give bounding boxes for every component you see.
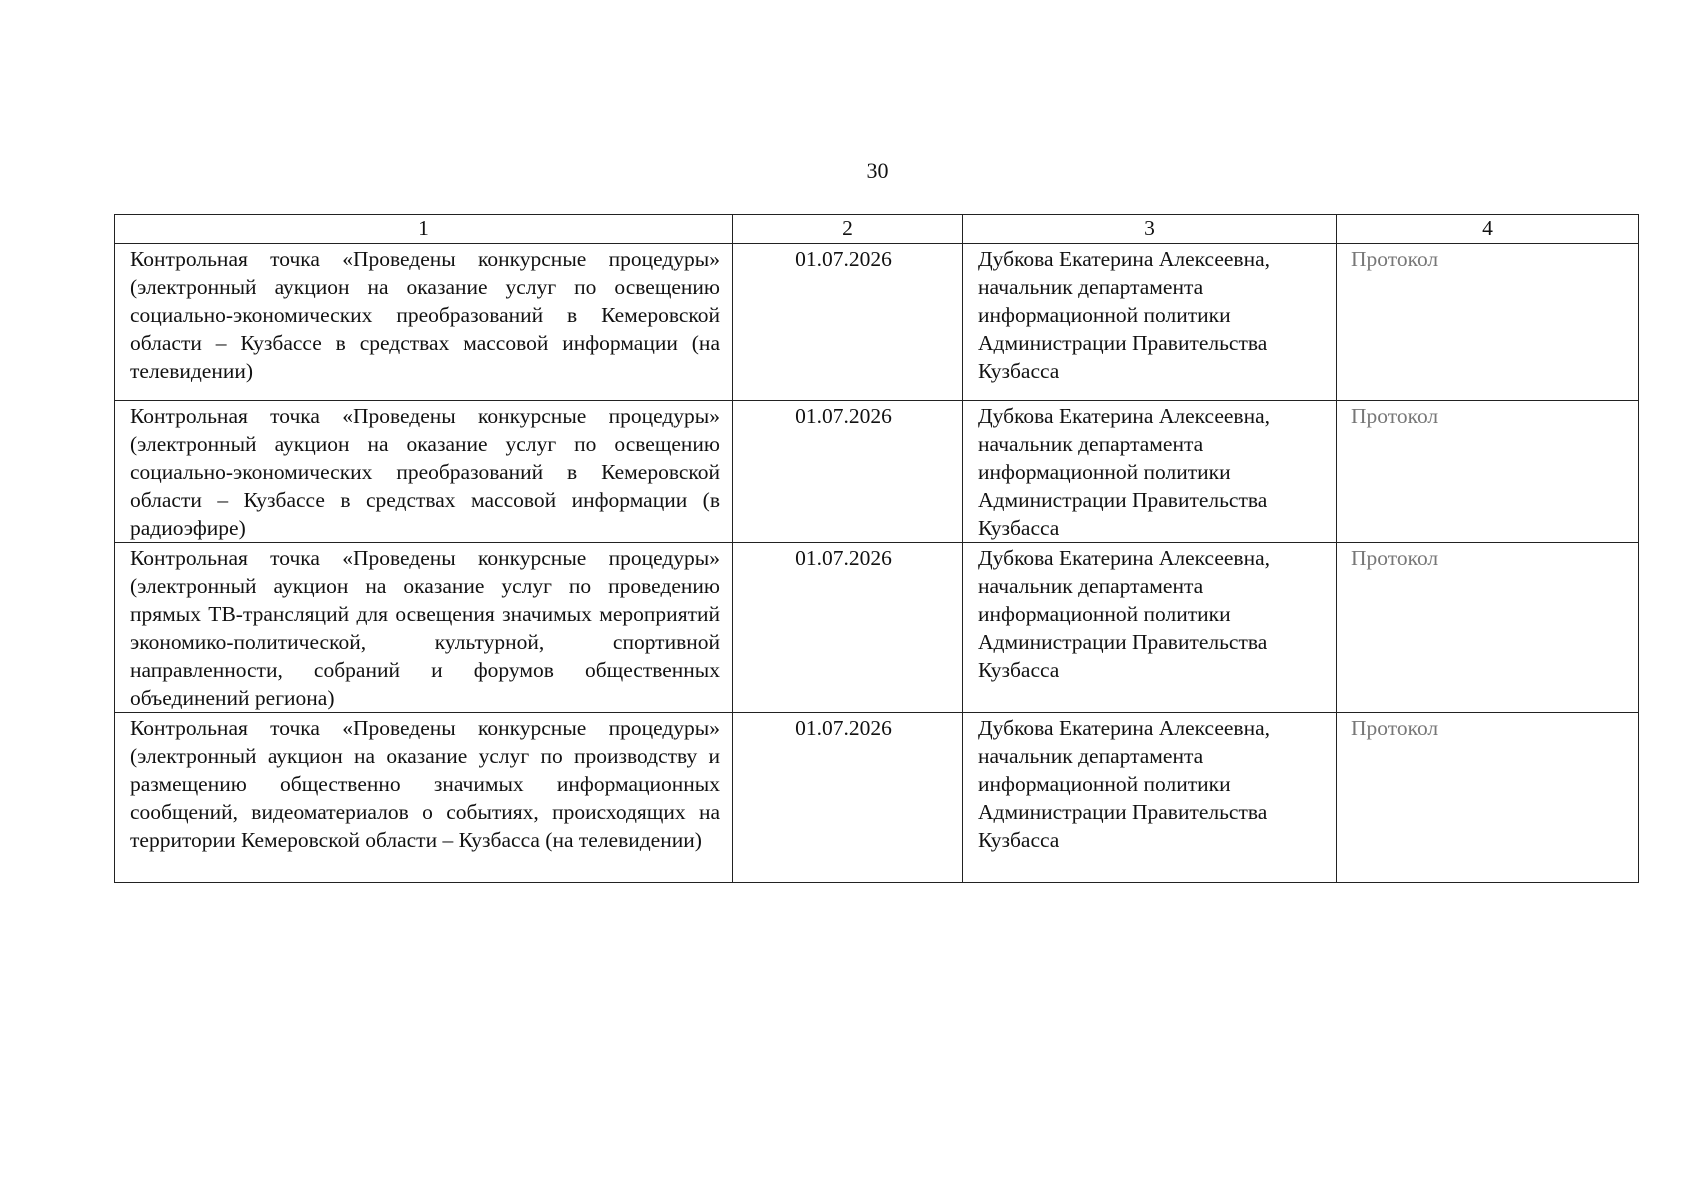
control-point-date: 01.07.2026 [733,543,963,713]
result-document: Протокол [1337,713,1639,883]
responsible-person [963,713,1337,883]
column-number-4: 4 [1337,215,1639,244]
control-point-date: 01.07.2026 [733,401,963,543]
column-number-2: 2 [733,215,963,244]
control-point-date: 01.07.2026 [733,713,963,883]
responsible-name: Дубкова Екатерина Алексеевна, [978,247,1270,271]
control-point-description: Контрольная точка «Проведены конкурсные процедуры» (электронный аукцион на оказание услуг по производству и размещению общественно значимых информационных сообщений, видеоматериалов о событиях, происходящих на территории Кемеровской области – Кузбасса (на телевидении) [115,713,733,883]
result-document: Протокол [1337,543,1639,713]
table-row [115,713,1639,883]
responsible-position: начальник департамента информационной политики Администрации Правительства Кузбасса [978,744,1268,852]
responsible-position: начальник департамента информационной политики Администрации Правительства Кузбасса [978,432,1268,540]
responsible-position: начальник департамента информационной политики Администрации Правительства Кузбасса [978,574,1268,682]
responsible-person [963,244,1337,401]
control-points-table [114,214,1639,883]
table-row [115,543,1639,713]
control-point-description: Контрольная точка «Проведены конкурсные процедуры» (электронный аукцион на оказание услуг по освещению социально-экономических преобразований в Кемеровской области – Кузбассе в средствах массовой информации (в радиоэфире) [115,401,733,543]
responsible-position: начальник департамента информационной политики Администрации Правительства Кузбасса [978,275,1268,383]
result-document: Протокол [1337,244,1639,401]
control-point-date: 01.07.2026 [733,244,963,401]
table-row [115,401,1639,543]
column-number-3: 3 [963,215,1337,244]
responsible-name: Дубкова Екатерина Алексеевна, [978,404,1270,428]
control-point-description: Контрольная точка «Проведены конкурсные процедуры» (электронный аукцион на оказание услуг по освещению социально-экономических преобразований в Кемеровской области – Кузбассе в средствах массовой информации (на телевидении) [115,244,733,401]
table-row [115,244,1639,401]
responsible-name: Дубкова Екатерина Алексеевна, [978,546,1270,570]
responsible-name: Дубкова Екатерина Алексеевна, [978,716,1270,740]
table-header-row [115,215,1639,244]
responsible-person [963,543,1337,713]
responsible-person [963,401,1337,543]
column-number-1: 1 [115,215,733,244]
result-document: Протокол [1337,401,1639,543]
control-point-description: Контрольная точка «Проведены конкурсные процедуры» (электронный аукцион на оказание услуг по проведению прямых ТВ-трансляций для освещения значимых мероприятий экономико-политической, культурной, спортивной направленности, собраний и форумов общественных объединений региона) [115,543,733,713]
page-number: 30 [866,158,889,183]
